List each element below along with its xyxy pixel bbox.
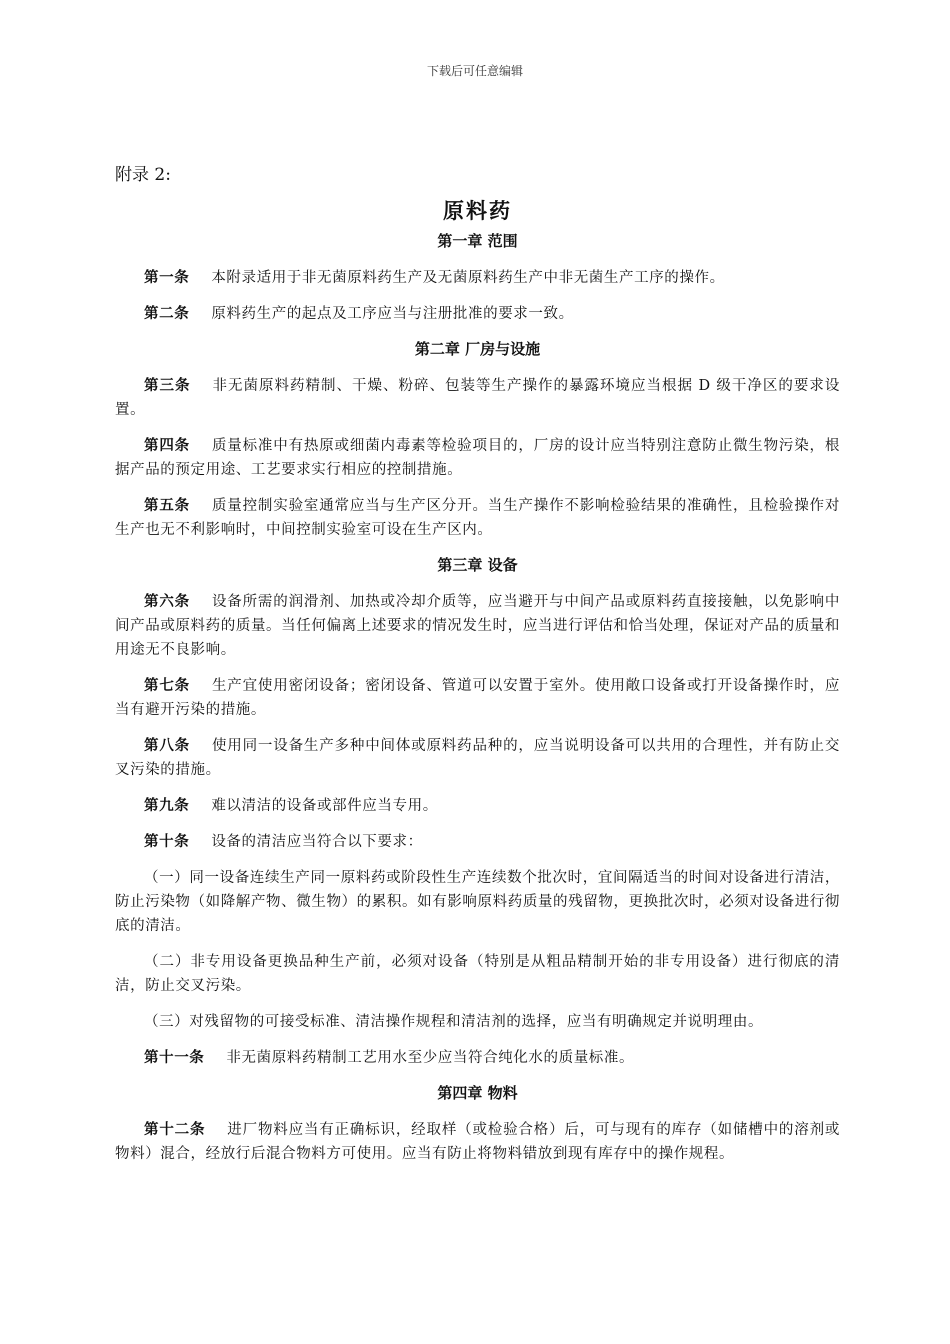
article-11 [115,1046,840,1070]
article-number: 第二条 [144,305,190,322]
article-number: 第六条 [144,593,190,610]
article-text: 非无菌原料药精制工艺用水至少应当符合纯化水的质量标准。 [226,1050,635,1066]
article-9 [115,794,840,818]
article-number: 第十一条 [144,1049,205,1066]
chapter-heading-3: 第三章 设备 [437,556,518,574]
article-number: 第五条 [144,497,190,514]
article-number: 第一条 [144,269,190,286]
article-number: 第十条 [144,833,190,850]
document-title: 原料药 [443,198,512,223]
article-text: 使用同一设备生产多种中间体或原料药品种的，应当说明设备可以共用的合理性，并有防止交叉污染的措施。 [115,738,840,778]
article-2 [115,302,840,326]
article-number: 第九条 [144,797,190,814]
article-10-item-2: （二）非专用设备更换品种生产前，必须对设备（特别是从粗品精制开始的非专用设备）进行彻底的清洁，防止交叉污染。 [115,954,840,994]
article-8 [115,734,840,782]
article-5 [115,494,840,542]
article-10 [115,830,840,854]
article-4 [115,434,840,482]
document-body [115,196,840,1178]
article-text: 生产宜使用密闭设备；密闭设备、管道可以安置于室外。使用敞口设备或打开设备操作时，应当有避开污染的措施。 [115,678,840,718]
article-text: 本附录适用于非无菌原料药生产及无菌原料药生产中非无菌生产工序的操作。 [211,270,725,286]
article-text: 质量控制实验室通常应当与生产区分开。当生产操作不影响检验结果的准确性，且检验操作对生产也无不利影响时，中间控制实验室可设在生产区内。 [115,498,840,538]
article-number: 第七条 [144,677,190,694]
chapter-heading-2: 第二章 厂房与设施 [414,340,541,358]
article-number: 第十二条 [144,1121,206,1138]
article-number: 第八条 [144,737,190,754]
article-3 [115,374,840,422]
article-text: 设备所需的润滑剂、加热或冷却介质等，应当避开与中间产品或原料药直接接触，以免影响中间产品或原料药的质量。当任何偏离上述要求的情况发生时，应当进行评估和恰当处理，保证对产品的质量和用途无不良影响。 [115,594,840,658]
article-1 [115,266,840,290]
article-12 [115,1118,840,1166]
article-number: 第三条 [144,377,191,394]
chapter-heading-1: 第一章 范围 [437,232,518,250]
article-text: 非无菌原料药精制、干燥、粉碎、包装等生产操作的暴露环境应当根据 D 级干净区的要求设置。 [115,378,840,418]
article-10-item-3: （三）对残留物的可接受标准、清洁操作规程和清洁剂的选择，应当有明确规定并说明理由。 [144,1014,764,1030]
chapter-heading-4: 第四章 物料 [437,1084,518,1102]
article-text: 质量标准中有热原或细菌内毒素等检验项目的，厂房的设计应当特别注意防止微生物污染，根据产品的预定用途、工艺要求实行相应的控制措施。 [115,438,840,478]
appendix-label: 附录 2: [115,165,171,185]
article-number: 第四条 [144,437,190,454]
header-note: 下载后可任意编辑 [426,64,523,78]
article-text: 难以清洁的设备或部件应当专用。 [211,798,438,814]
article-text: 设备的清洁应当符合以下要求： [211,834,423,850]
article-text: 原料药生产的起点及工序应当与注册批准的要求一致。 [211,306,574,322]
article-7 [115,674,840,722]
article-6 [115,590,840,662]
article-text: 进厂物料应当有正确标识，经取样（或检验合格）后，可与现有的库存（如储槽中的溶剂或物料）混合，经放行后混合物料方可使用。应当有防止将物料错放到现有库存中的操作规程。 [115,1122,840,1162]
article-10-item-1: （一）同一设备连续生产同一原料药或阶段性生产连续数个批次时，宜间隔适当的时间对设备进行清洁，防止污染物（如降解产物、微生物）的累积。如有影响原料药质量的残留物，更换批次时，必须对设备进行彻底的清洁。 [115,870,840,934]
